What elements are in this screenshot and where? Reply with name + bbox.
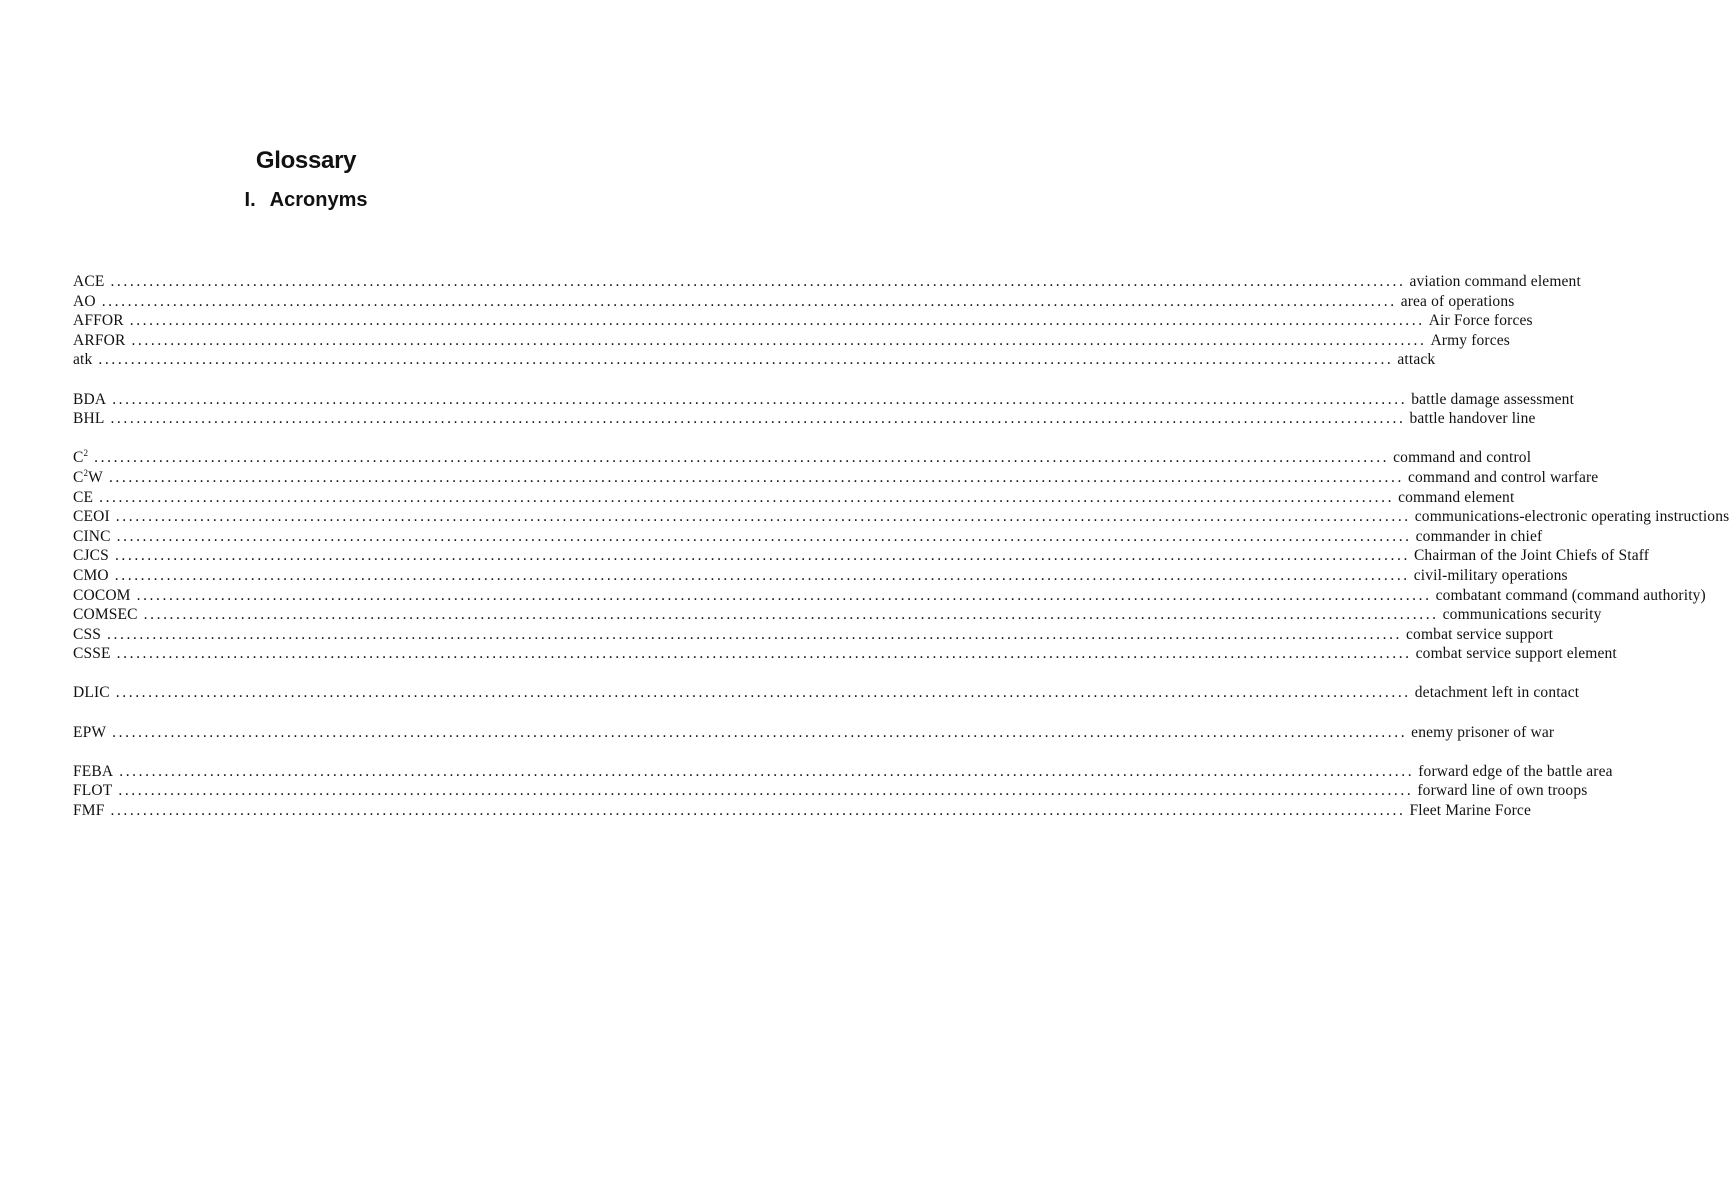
acronym-entry (73, 467, 1599, 488)
section-title: Acronyms (269, 189, 368, 211)
dot-leader: ........................................................................................................................................................................................................ (129, 312, 1425, 330)
acronym-term (73, 350, 98, 370)
acronym-entry (73, 625, 1554, 645)
dot-leader: ........................................................................................................................................................................................................ (115, 508, 1411, 526)
acronym-entry (73, 566, 1568, 586)
acronym-definition: civil-military operations (1413, 566, 1568, 584)
acronym-definition: forward edge of the battle area (1418, 762, 1613, 780)
acronym-abbr: CSSE (73, 645, 111, 663)
acronym-term (73, 683, 116, 703)
acronym-entry (73, 409, 1536, 429)
acronym-entry (73, 781, 1588, 801)
acronym-abbr: CMO (73, 566, 109, 584)
acronym-abbr: CINC (73, 527, 111, 545)
acronym-abbr: CSS (73, 625, 102, 643)
acronym-term (73, 762, 119, 782)
acronym-entry (73, 586, 1706, 606)
acronym-definition: forward line of own troops (1417, 782, 1588, 800)
acronym-term (73, 527, 117, 547)
acronym-superscript: 2 (83, 467, 89, 478)
dot-leader: ........................................................................................................................................................................................................ (110, 273, 1406, 290)
acronym-term (73, 625, 107, 645)
acronym-abbr: FMF (73, 802, 105, 820)
dot-leader: ........................................................................................................................................................................................................ (119, 762, 1415, 780)
dot-leader: ........................................................................................................................................................................................................ (107, 625, 1403, 643)
dot-leader: ........................................................................................................................................................................................................ (136, 586, 1432, 604)
acronym-abbr: CEOI (73, 508, 110, 526)
acronym-term (73, 781, 118, 801)
acronym-definition: detachment left in contact (1414, 684, 1580, 702)
dot-leader: ........................................................................................................................................................................................................ (116, 527, 1412, 545)
acronym-definition: Fleet Marine Force (1409, 802, 1531, 820)
acronym-term (73, 272, 110, 292)
acronym-abbr: AO (73, 292, 96, 310)
dot-leader: ........................................................................................................................................................................................................ (112, 390, 1408, 408)
acronym-definition: communications-electronic operating instructions (1414, 508, 1729, 526)
dot-leader: ........................................................................................................................................................................................................ (118, 782, 1414, 800)
acronym-entry (73, 644, 1617, 664)
acronym-definition: command and control warfare (1407, 468, 1599, 486)
acronym-entry (73, 311, 1533, 331)
acronym-term (73, 566, 115, 586)
dot-leader: ........................................................................................................................................................................................................ (98, 351, 1394, 369)
acronym-abbr: CE (73, 488, 94, 506)
acronym-suffix: W (88, 468, 103, 486)
acronym-definition: command and control (1393, 449, 1532, 467)
section-number: I. (244, 189, 256, 211)
acronym-abbr: AFFOR (73, 312, 124, 330)
dot-leader: ........................................................................................................................................................................................................ (143, 606, 1439, 624)
acronym-term (73, 546, 115, 566)
dot-leader: ........................................................................................................................................................................................................ (114, 566, 1410, 584)
dot-leader: ........................................................................................................................................................................................................ (131, 331, 1427, 349)
acronym-abbr: COCOM (73, 586, 131, 604)
acronym-entry (73, 448, 1532, 468)
acronym-entry (73, 350, 1436, 370)
acronym-abbr: BDA (73, 390, 107, 408)
acronym-definition: area of operations (1400, 292, 1515, 310)
dot-leader: ........................................................................................................................................................................................................ (94, 449, 1390, 467)
acronym-term (73, 644, 117, 664)
acronym-definition: Chairman of the Joint Chiefs of Staff (1413, 547, 1650, 565)
acronym-term (73, 292, 102, 312)
acronym-abbr: CJCS (73, 547, 109, 565)
acronym-definition: battle handover line (1409, 410, 1536, 428)
acronym-definition: attack (1397, 351, 1436, 369)
acronym-definition: Army forces (1430, 331, 1510, 349)
acronym-term (73, 448, 94, 468)
acronym-superscript: 2 (83, 448, 89, 459)
acronym-definition: combat service support (1406, 625, 1554, 643)
acronym-definition: communications security (1442, 606, 1602, 624)
acronym-entry (73, 488, 1515, 508)
dot-leader: ........................................................................................................................................................................................................ (115, 684, 1411, 702)
acronym-abbr: ACE (73, 273, 105, 290)
dot-leader: ........................................................................................................................................................................................................ (101, 292, 1397, 310)
acronym-entry (73, 527, 1543, 547)
acronym-definition: enemy prisoner of war (1411, 723, 1555, 741)
acronym-abbr: FLOT (73, 782, 113, 800)
acronym-abbr: BHL (73, 410, 105, 428)
acronym-abbr: C (73, 468, 84, 486)
acronym-abbr: FEBA (73, 762, 114, 780)
acronym-entry (73, 331, 1510, 351)
acronym-definition: combat service support element (1415, 645, 1617, 663)
acronym-abbr: DLIC (73, 684, 110, 702)
dot-leader: ........................................................................................................................................................................................................ (108, 468, 1404, 486)
acronym-entry (73, 683, 1580, 703)
acronym-term (73, 468, 109, 488)
acronym-abbr: COMSEC (73, 606, 138, 624)
acronym-definition: battle damage assessment (1411, 390, 1575, 408)
acronym-definition: combatant command (command authority) (1435, 586, 1706, 604)
acronym-term (73, 507, 116, 527)
dot-leader: ........................................................................................................................................................................................................ (99, 488, 1395, 506)
section-heading (0, 186, 612, 214)
acronym-entry (73, 546, 1650, 566)
acronym-term (73, 390, 112, 410)
acronym-entry (73, 605, 1602, 625)
acronym-abbr: C (73, 449, 84, 467)
acronym-entry (73, 801, 1531, 821)
dot-leader: ........................................................................................................................................................................................................ (116, 645, 1412, 663)
acronym-entry (73, 390, 1575, 410)
acronym-definition: aviation command element (1409, 273, 1581, 290)
acronym-entry (73, 292, 1515, 312)
acronym-term (73, 311, 130, 331)
dot-leader: ........................................................................................................................................................................................................ (114, 547, 1410, 565)
acronym-term (73, 331, 131, 351)
acronym-term (73, 801, 110, 821)
acronym-term (73, 488, 99, 508)
dot-leader: ........................................................................................................................................................................................................ (110, 410, 1406, 428)
acronym-entry (73, 272, 1581, 292)
dot-leader: ........................................................................................................................................................................................................ (110, 802, 1406, 820)
acronym-definition: commander in chief (1415, 527, 1543, 545)
page-title: Glossary (255, 147, 357, 174)
dot-leader: ........................................................................................................................................................................................................ (112, 723, 1408, 741)
acronym-entry (73, 507, 1729, 527)
acronym-term (73, 409, 110, 429)
acronym-entry (73, 762, 1613, 782)
acronym-term (73, 723, 112, 743)
acronym-abbr: ARFOR (73, 331, 126, 349)
acronym-abbr: EPW (73, 723, 107, 741)
acronym-term (73, 586, 137, 606)
acronym-term (73, 605, 144, 625)
acronym-definition: command element (1398, 488, 1515, 506)
acronym-entry (73, 723, 1555, 743)
acronym-list (73, 272, 1729, 821)
acronym-abbr: atk (73, 351, 93, 369)
acronym-definition: Air Force forces (1428, 312, 1533, 330)
